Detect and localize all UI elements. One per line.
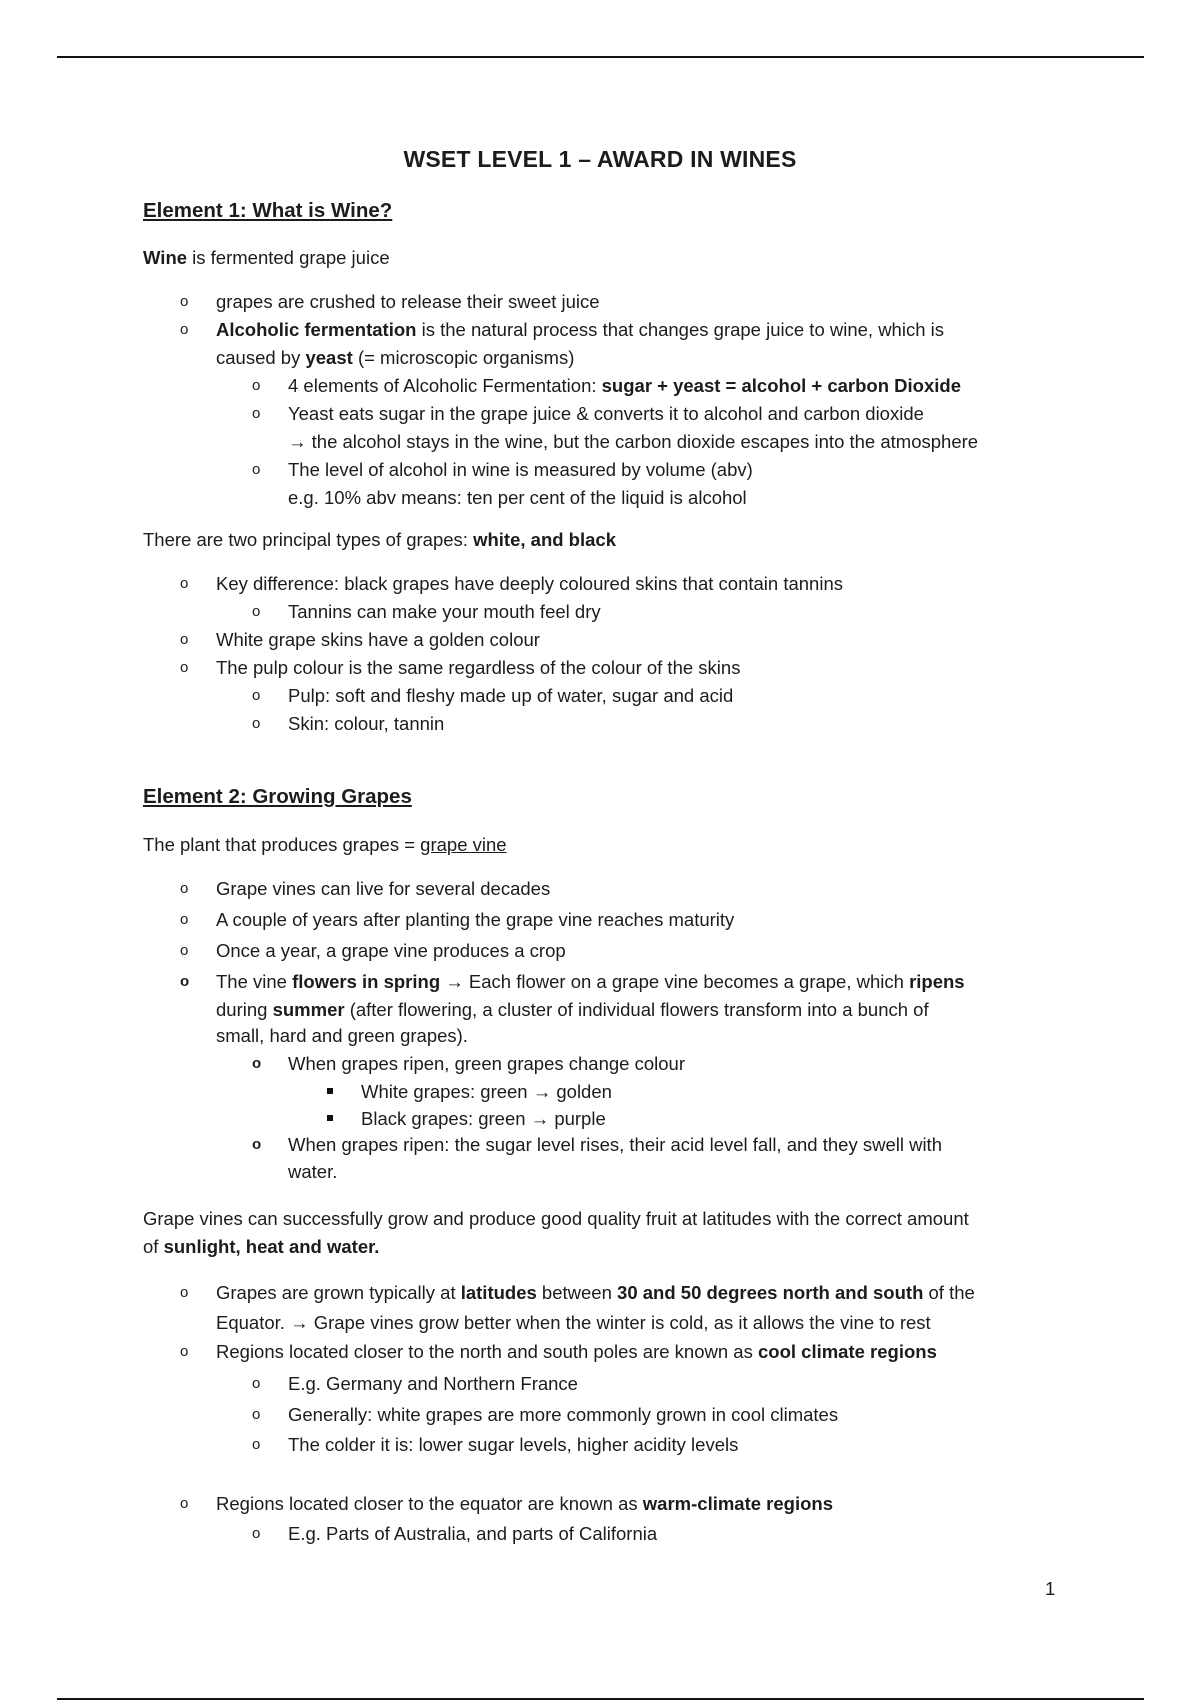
list-item: Tannins can make your mouth feel dry — [288, 601, 601, 622]
header-rule — [57, 56, 1144, 58]
list-item: When grapes ripen, green grapes change colour — [288, 1053, 685, 1074]
list-item: The level of alcohol in wine is measured by volume (abv) — [288, 459, 753, 480]
list-item: When grapes ripen: the sugar level rises, their acid level fall, and they swell with — [288, 1134, 942, 1155]
bullet-marker: o — [252, 1525, 261, 1542]
bullet-marker: o — [252, 461, 261, 478]
bullet-marker: o — [252, 1055, 262, 1072]
bullet-marker: o — [252, 1136, 262, 1153]
document-title: WSET LEVEL 1 – AWARD IN WINES — [403, 146, 797, 172]
list-item: E.g. Germany and Northern France — [288, 1373, 578, 1394]
bullet-marker: o — [252, 1375, 261, 1392]
list-item: Regions located closer to the equator are known as warm-climate regions — [216, 1493, 833, 1514]
latitude-paragraph-continuation: of sunlight, heat and water. — [143, 1236, 380, 1257]
list-item-continuation: small, hard and green grapes). — [216, 1025, 468, 1046]
bullet-marker: o — [180, 942, 189, 959]
square-bullet-icon — [327, 1088, 333, 1094]
page-number: 1 — [1045, 1578, 1056, 1599]
list-item-continuation: caused by yeast (= microscopic organisms) — [216, 347, 575, 368]
list-item-continuation: Equator. → Grape vines grow better when the winter is cold, as it allows the vine to rest — [216, 1312, 931, 1333]
bullet-marker: o — [252, 715, 261, 732]
bullet-marker: o — [252, 603, 261, 620]
latitude-paragraph: Grape vines can successfully grow and produce good quality fruit at latitudes with the correct amount — [143, 1208, 969, 1229]
list-item: Key difference: black grapes have deeply coloured skins that contain tannins — [216, 573, 843, 594]
list-item: A couple of years after planting the grape vine reaches maturity — [216, 909, 735, 930]
bullet-marker: o — [180, 1495, 189, 1512]
bullet-marker: o — [180, 631, 189, 648]
bullet-marker: o — [180, 880, 189, 897]
list-item: Alcoholic fermentation is the natural process that changes grape juice to wine, which is — [216, 319, 944, 340]
list-item: Regions located closer to the north and south poles are known as cool climate regions — [216, 1341, 937, 1362]
wine-definition: Wine is fermented grape juice — [143, 247, 390, 268]
list-item-continuation: during summer (after flowering, a cluster of individual flowers transform into a bunch of — [216, 999, 929, 1020]
list-item: White grape skins have a golden colour — [216, 629, 540, 650]
list-item: The vine flowers in spring → Each flower on a grape vine becomes a grape, which ripens — [216, 971, 965, 992]
element1-heading: Element 1: What is Wine? — [143, 199, 393, 222]
element2-heading: Element 2: Growing Grapes — [143, 785, 412, 808]
bullet-marker: o — [180, 321, 189, 338]
bullet-marker: o — [252, 687, 261, 704]
bullet-marker: o — [252, 1406, 261, 1423]
bullet-marker: o — [180, 293, 189, 310]
list-item: Black grapes: green → purple — [361, 1108, 606, 1129]
list-item-continuation: → the alcohol stays in the wine, but the carbon dioxide escapes into the atmosphere — [288, 431, 979, 452]
bullet-marker: o — [180, 1284, 189, 1301]
bullet-marker: o — [252, 1436, 261, 1453]
list-item: Grapes are grown typically at latitudes between 30 and 50 degrees north and south of the — [216, 1282, 975, 1303]
list-item: grapes are crushed to release their sweet juice — [216, 291, 600, 312]
bullet-marker: o — [252, 377, 261, 394]
list-item: Pulp: soft and fleshy made up of water, sugar and acid — [288, 685, 734, 706]
bullet-marker: o — [252, 405, 261, 422]
bullet-marker: o — [180, 575, 189, 592]
list-item: Once a year, a grape vine produces a crop — [216, 940, 566, 961]
bullet-marker: o — [180, 1343, 189, 1360]
list-item: Yeast eats sugar in the grape juice & converts it to alcohol and carbon dioxide — [288, 403, 924, 424]
bullet-marker: o — [180, 911, 189, 928]
list-item: Grape vines can live for several decades — [216, 878, 551, 899]
list-item: The colder it is: lower sugar levels, higher acidity levels — [288, 1434, 739, 1455]
list-item: 4 elements of Alcoholic Fermentation: sugar + yeast = alcohol + carbon Dioxide — [288, 375, 961, 396]
grape-types-paragraph: There are two principal types of grapes: white, and black — [143, 529, 616, 550]
list-item: White grapes: green → golden — [361, 1081, 612, 1102]
list-item-continuation: water. — [288, 1161, 338, 1182]
list-item: Skin: colour, tannin — [288, 713, 445, 734]
list-item-continuation: e.g. 10% abv means: ten per cent of the liquid is alcohol — [288, 487, 747, 508]
bullet-marker: o — [180, 659, 189, 676]
list-item: The pulp colour is the same regardless of the colour of the skins — [216, 657, 741, 678]
list-item: Generally: white grapes are more commonly grown in cool climates — [288, 1404, 839, 1425]
square-bullet-icon — [327, 1115, 333, 1121]
list-item: E.g. Parts of Australia, and parts of California — [288, 1523, 658, 1544]
bullet-marker: o — [180, 973, 190, 990]
grape-vine-definition: The plant that produces grapes = grape vine — [143, 834, 507, 855]
